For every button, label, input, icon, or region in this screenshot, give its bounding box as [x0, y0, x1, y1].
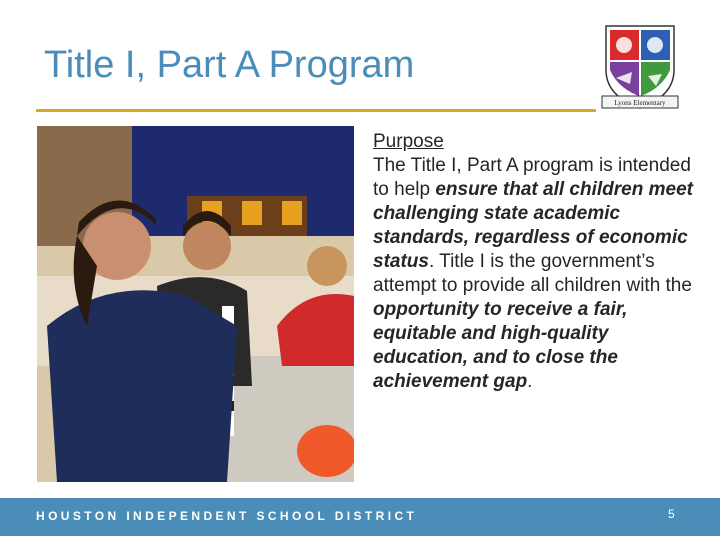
page-number: 5	[668, 507, 675, 521]
body-text-emphasis: ensure that all children meet challenging state academic standards, regardless of economic status	[373, 179, 693, 272]
footer-bar	[0, 498, 720, 536]
body-text-part: .	[527, 371, 533, 392]
purpose-heading: Purpose	[373, 131, 444, 152]
body-text-part: The Title I, Part A program is intended to help	[373, 155, 691, 200]
body-text-emphasis: opportunity to receive a fair, equitable and high-quality education, and to close the achievement gap	[373, 299, 628, 392]
body-text-part: . Title I is the government’s attempt to provide all children with the	[373, 251, 692, 296]
purpose-text-block	[373, 130, 693, 394]
title-underline	[36, 109, 596, 112]
classroom-photo	[37, 126, 354, 482]
school-crest-logo	[600, 20, 680, 112]
crest-banner-text: Lyons Elementary	[614, 99, 666, 107]
footer-district-name: HOUSTON INDEPENDENT SCHOOL DISTRICT	[36, 509, 418, 523]
slide-title: Title I, Part A Program	[44, 44, 415, 86]
